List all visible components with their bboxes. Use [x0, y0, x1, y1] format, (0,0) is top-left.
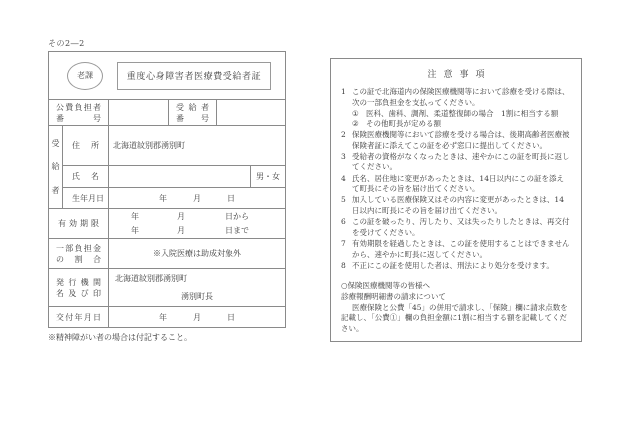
notice-item	[341, 152, 571, 173]
label-char: 発	[56, 277, 64, 287]
label-char: 氏	[72, 172, 80, 181]
issuer-address: 北海道紋別郡湧別町	[115, 274, 187, 283]
month-marker: 月	[193, 193, 201, 203]
notice-panel	[330, 58, 582, 342]
label-char: 費	[65, 102, 74, 112]
notice-item	[341, 174, 571, 195]
department-stamp: 老課	[67, 62, 103, 90]
form-code-label: その2―2	[48, 39, 85, 48]
certificate-panel	[48, 40, 286, 343]
label-char: び	[80, 288, 89, 298]
label-char: 名	[56, 288, 64, 298]
label-char: 住	[72, 141, 80, 150]
recipient-number-value[interactable]	[217, 100, 285, 125]
label-char: 負	[74, 243, 83, 253]
name-value[interactable]	[109, 166, 251, 187]
notice-text: 氏名、居住地に変更があったときは、14日以内にこの証を添えて町長にその旨を届け出てください。	[352, 173, 564, 194]
issued-date-row	[49, 307, 285, 327]
validity-value[interactable]	[109, 209, 285, 238]
label-char: 所	[91, 141, 99, 150]
public-expense-number-value[interactable]	[109, 100, 169, 125]
birthdate-value[interactable]	[109, 188, 285, 208]
year-marker: 年	[159, 312, 167, 322]
notice-title: 注意事項	[427, 70, 492, 80]
issuer-label	[49, 269, 109, 306]
label-char: 年	[74, 312, 83, 322]
notice-text: 受給者の資格がなくなったときは、速やかにこの証を町長に返してください。	[352, 151, 570, 172]
issued-date-value[interactable]	[109, 307, 285, 327]
label-char: 合	[93, 254, 101, 264]
name-row	[63, 166, 285, 188]
label-char: 関	[92, 277, 101, 287]
label-char: 及	[68, 288, 77, 298]
notice-text: この証を破ったり、汚したり、又は失ったりしたときは、再交付を受けてください。	[352, 217, 570, 237]
label-char: 印	[92, 288, 101, 298]
label-char: 負	[74, 102, 83, 112]
label-char: 限	[91, 219, 99, 228]
day-marker: 日	[227, 312, 235, 322]
label-char: 付	[65, 312, 74, 322]
address-row	[63, 126, 285, 166]
year-marker: 年	[131, 212, 139, 221]
label-char: の	[56, 254, 64, 264]
notice-item	[341, 130, 571, 151]
notice-subitem	[341, 119, 571, 130]
month-marker: 月	[193, 312, 201, 322]
birthdate-label	[63, 188, 109, 208]
label-char: 番	[56, 113, 64, 123]
label-char: 受	[51, 139, 60, 149]
notice-item	[341, 261, 571, 272]
issuer-row	[49, 269, 285, 307]
month-marker: 月	[177, 226, 185, 235]
label-char: 割	[74, 254, 83, 264]
provider-section	[341, 281, 571, 334]
issuer-mayor: 湧別町長	[181, 292, 213, 301]
label-char: 部	[65, 243, 74, 253]
notice-number: 6	[341, 217, 346, 227]
notice-text: 加入している医療保険又はその内容に変更があったときは、14日以内に町長にその旨を届け出てください。	[352, 195, 564, 216]
notice-number: 1	[341, 87, 346, 96]
recipient-vertical-label	[49, 126, 63, 208]
validity-from	[131, 211, 281, 222]
label-char: 月	[83, 312, 92, 322]
notice-number: 5	[341, 195, 346, 205]
label-char: 受	[176, 102, 184, 112]
provider-heading: ○保険医療機関等の皆様へ	[341, 281, 431, 291]
public-expense-number-label	[49, 100, 109, 125]
notice-subtext: 医科、歯科、調剤、柔道整復師の場合 1割に相当する額	[366, 108, 559, 118]
notice-text: 有効期限を経過したときは、この証を使用することはできませんから、速やかに町長に返してください。	[352, 238, 570, 259]
notice-item	[341, 239, 571, 260]
recipient-number-label	[169, 100, 217, 125]
day-from-marker: 日から	[225, 212, 249, 221]
notice-subtext: その他町長が定める額	[366, 119, 441, 129]
notice-number: 8	[341, 260, 346, 270]
notice-item	[341, 217, 571, 238]
label-char: 日	[93, 312, 101, 322]
sex-value[interactable]: 男・女	[256, 172, 280, 181]
label-char: 交	[56, 312, 64, 322]
address-label	[63, 126, 109, 165]
notice-subitem	[341, 109, 571, 120]
label-char: 号	[93, 113, 101, 123]
notice-number: 3	[341, 151, 346, 161]
label-char: 金	[93, 243, 101, 253]
year-marker: 年	[131, 226, 139, 235]
label-char: 行	[68, 277, 77, 287]
validity-to	[131, 225, 281, 236]
label-char: 一	[56, 243, 64, 253]
burden-ratio-label	[49, 239, 109, 268]
label-char: 生	[72, 193, 80, 203]
validity-row	[49, 209, 285, 239]
label-char: 者	[93, 102, 101, 112]
month-marker: 月	[177, 212, 185, 221]
burden-ratio-row	[49, 239, 285, 269]
name-label	[63, 166, 109, 187]
label-char: 担	[83, 243, 92, 253]
provider-subheading: 診療報酬明細書の請求について	[341, 292, 446, 302]
label-char: 給	[188, 102, 197, 112]
label-char: 期	[80, 219, 88, 228]
label-char: 日	[96, 193, 104, 203]
notice-text: 保険医療機関等において診療を受ける場合は、後期高齢者医療被保険者証に添えてこの証を必ず窓口に提出してください。	[352, 130, 570, 150]
label-char: 者	[201, 102, 209, 112]
day-marker: 日	[227, 193, 235, 203]
label-char: 番	[176, 113, 184, 123]
label-char: 給	[51, 162, 60, 172]
label-char: 公	[56, 102, 64, 112]
label-char: 担	[83, 102, 92, 112]
provider-body: 医療保険と公費「45」の併用で請求し、「保険」欄に請求点数を記載し、「公費①」欄の負担金額に1割に相当する額を記載してください。	[341, 302, 568, 333]
notice-subnumber: ①	[352, 108, 359, 118]
label-char: 号	[201, 113, 209, 123]
recipient-block	[49, 126, 285, 209]
validity-label	[49, 209, 109, 238]
certificate-footnote: ※精神障がい者の場合は付記すること。	[48, 333, 192, 342]
notice-number: 2	[341, 130, 346, 140]
notice-number: 7	[341, 238, 346, 248]
notice-item	[341, 87, 571, 108]
label-char: 年	[80, 193, 88, 203]
certificate-title: 重度心身障害者医療費受給者証	[117, 62, 271, 90]
certificate-sheet	[48, 51, 286, 328]
issued-date-label	[49, 307, 109, 327]
notice-item	[341, 195, 571, 216]
day-to-marker: 日まで	[225, 226, 249, 235]
label-char: 名	[91, 172, 99, 181]
notice-subnumber: ②	[352, 119, 359, 129]
numbers-row	[49, 100, 285, 126]
label-char: 有	[58, 219, 66, 228]
birthdate-row	[63, 188, 285, 208]
notice-text: この証で北海道内の保険医療機関等において診療を受ける際は、次の一部負担金を支払ってください。	[352, 87, 570, 107]
label-char: 月	[88, 193, 96, 203]
label-char: 機	[80, 277, 89, 287]
year-marker: 年	[159, 193, 167, 203]
address-value[interactable]: 北海道紋別郡湧別町	[113, 141, 185, 150]
burden-ratio-value: ※入院医療は助成対象外	[153, 249, 241, 258]
certificate-title-band	[49, 52, 285, 100]
label-char: 者	[51, 185, 60, 195]
issuer-value	[109, 269, 285, 306]
label-char: 効	[69, 219, 77, 228]
notice-text: 不正にこの証を使用した者は、刑法により処分を受けます。	[352, 260, 554, 270]
notice-number: 4	[341, 173, 346, 183]
